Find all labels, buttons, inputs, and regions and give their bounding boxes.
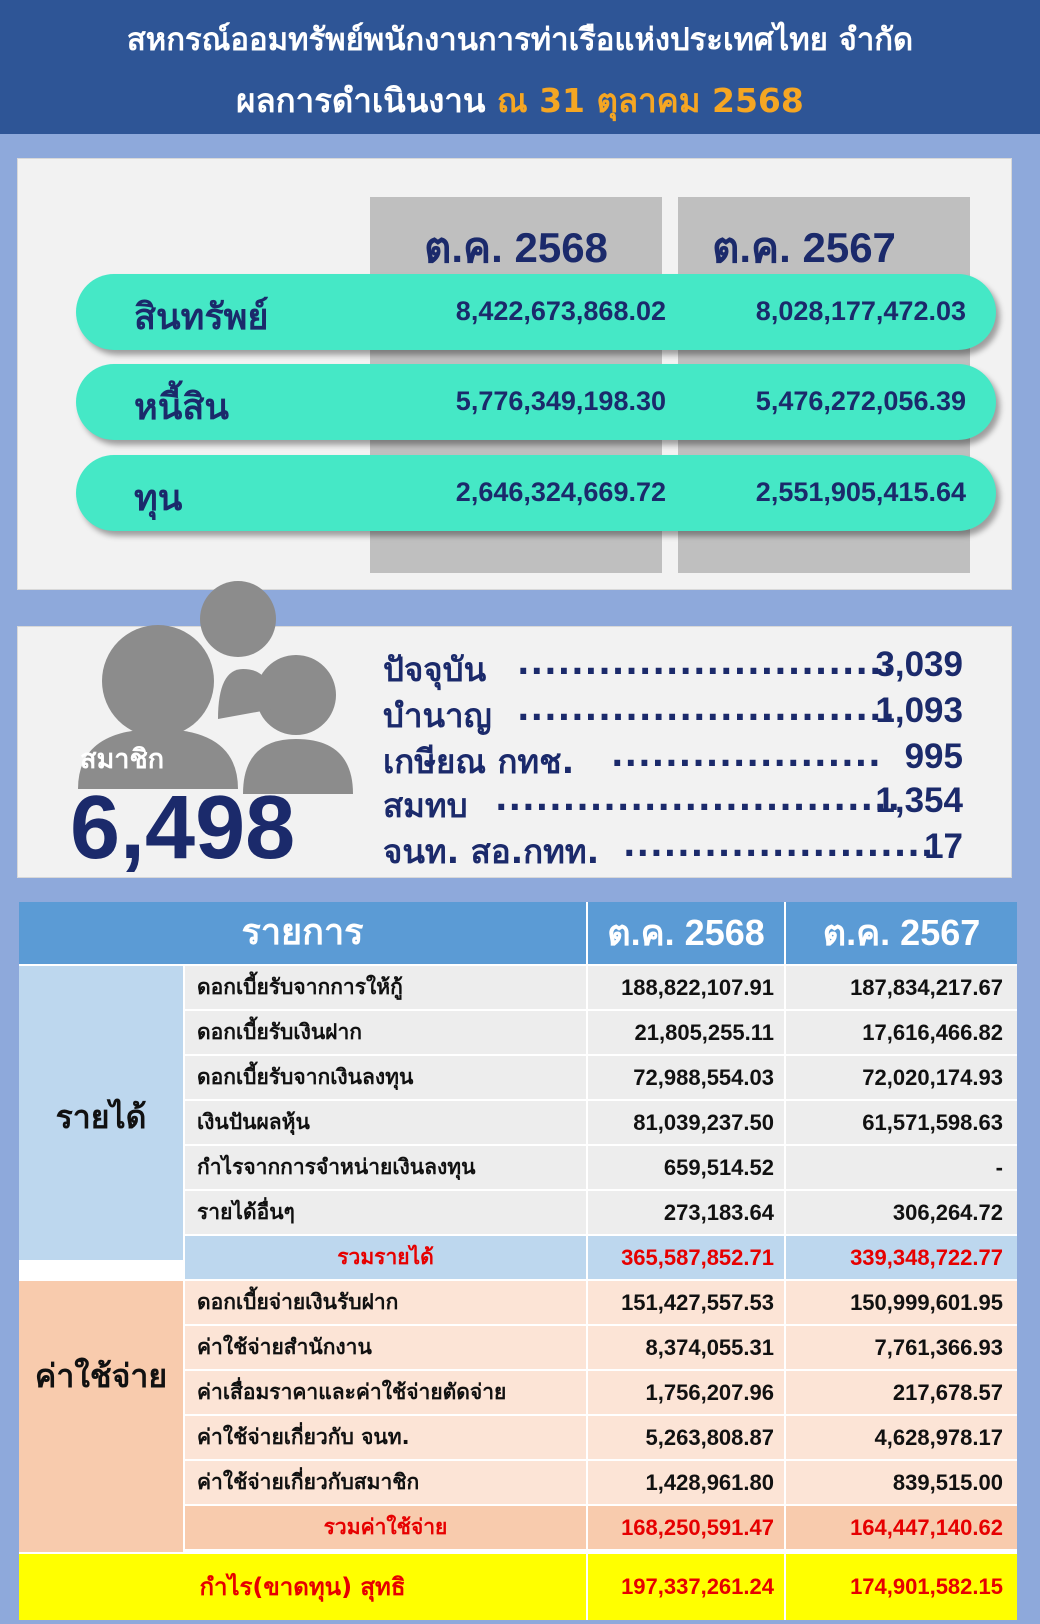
subtitle-date: ณ 31 ตุลาคม 2568	[496, 81, 804, 120]
member-type: เกษียณ กทช.	[383, 742, 575, 781]
member-type: สมทบ	[383, 786, 468, 825]
expense-category-label: ค่าใช้จ่าย	[34, 1357, 168, 1395]
row-desc: ค่าใช้จ่ายเกี่ยวกับสมาชิก	[185, 1461, 586, 1504]
leader-dots: ............................	[517, 643, 897, 682]
member-type: จนท. สอ.กทท.	[383, 832, 600, 871]
row-previous: 164,447,140.62	[786, 1506, 1017, 1549]
members-total: 6,498	[70, 778, 296, 878]
expense-category-cell	[19, 1281, 183, 1552]
summary-current-value: 5,776,349,198.30	[455, 386, 666, 416]
row-previous: 839,515.00	[786, 1461, 1017, 1504]
table-row	[185, 1461, 1017, 1504]
income-category-label: รายได้	[55, 1098, 147, 1136]
member-count: 1,093	[875, 691, 963, 730]
members-panel	[17, 626, 1012, 878]
row-desc: ค่าเสื่อมราคาและค่าใช้จ่ายตัดจ่าย	[185, 1371, 586, 1414]
row-current: 1,756,207.96	[588, 1371, 784, 1414]
row-previous: 306,264.72	[786, 1191, 1017, 1234]
member-row	[383, 779, 963, 823]
summary-current-value: 8,422,673,868.02	[455, 296, 666, 326]
table-row	[185, 1281, 1017, 1324]
member-row	[383, 689, 963, 733]
row-current: 1,428,961.80	[588, 1461, 784, 1504]
member-row	[383, 643, 963, 687]
subtitle-prefix: ผลการดำเนินงาน	[236, 81, 486, 120]
summary-label: ทุน	[134, 478, 183, 519]
summary-current-value: 2,646,324,669.72	[455, 477, 666, 507]
row-previous: -	[786, 1146, 1017, 1189]
row-desc: รวมค่าใช้จ่าย	[185, 1506, 586, 1549]
financial-summary-panel	[17, 158, 1012, 590]
row-desc: ดอกเบี้ยจ่ายเงินรับฝาก	[185, 1281, 586, 1324]
row-current: 151,427,557.53	[588, 1281, 784, 1324]
table-row	[185, 1416, 1017, 1459]
row-desc: ดอกเบี้ยรับจากการให้กู้	[185, 966, 586, 1009]
leader-dots: ..............................	[495, 779, 902, 818]
summary-previous-value: 8,028,177,472.03	[755, 296, 966, 326]
row-desc: รายได้อื่นๆ	[185, 1191, 586, 1234]
expense-total-row	[185, 1506, 1017, 1549]
income-statement-table	[19, 902, 1017, 1620]
row-previous: 150,999,601.95	[786, 1281, 1017, 1324]
row-previous: 17,616,466.82	[786, 1011, 1017, 1054]
summary-previous-value: 2,551,905,415.64	[755, 477, 966, 507]
table-row	[185, 1326, 1017, 1369]
members-label: สมาชิก	[80, 744, 165, 775]
member-count: 995	[904, 737, 963, 776]
member-count: 3,039	[875, 645, 963, 684]
table-row	[185, 966, 1017, 1009]
row-desc: กำไรจากการจำหน่ายเงินลงทุน	[185, 1146, 586, 1189]
member-type: ปัจจุบัน	[383, 650, 487, 689]
row-previous: 7,761,366.93	[786, 1326, 1017, 1369]
page-title: สหกรณ์ออมทรัพย์พนักงานการท่าเรือแห่งประเทศไทย จำกัด	[126, 22, 914, 58]
row-desc: รวมรายได้	[185, 1236, 586, 1279]
row-current: 365,587,852.71	[588, 1236, 784, 1279]
row-previous: 217,678.57	[786, 1371, 1017, 1414]
row-current: 81,039,237.50	[588, 1101, 784, 1144]
row-current: 168,250,591.47	[588, 1506, 784, 1549]
row-current: 659,514.52	[588, 1146, 784, 1189]
summary-row-equity	[76, 455, 996, 531]
net-desc: กำไร(ขาดทุน) สุทธิ	[19, 1554, 586, 1620]
header-current: ต.ค. 2568	[588, 902, 784, 964]
table-row	[185, 1011, 1017, 1054]
row-current: 72,988,554.03	[588, 1056, 784, 1099]
row-current: 188,822,107.91	[588, 966, 784, 1009]
table-row	[185, 1371, 1017, 1414]
member-type: บำนาญ	[383, 696, 492, 735]
row-current: 5,263,808.87	[588, 1416, 784, 1459]
page-header	[0, 0, 1040, 134]
row-desc: ดอกเบี้ยรับจากเงินลงทุน	[185, 1056, 586, 1099]
income-category-cell	[19, 966, 183, 1260]
table-row	[185, 1146, 1017, 1189]
row-desc: ดอกเบี้ยรับเงินฝาก	[185, 1011, 586, 1054]
row-current: 8,374,055.31	[588, 1326, 784, 1369]
summary-label: หนี้สิน	[134, 387, 229, 428]
table-row	[185, 1191, 1017, 1234]
member-row	[383, 735, 963, 779]
summary-previous-value: 5,476,272,056.39	[755, 386, 966, 416]
net-current: 197,337,261.24	[588, 1554, 784, 1620]
income-total-row	[185, 1236, 1017, 1279]
member-count: 1,354	[875, 781, 963, 820]
row-previous: 61,571,598.63	[786, 1101, 1017, 1144]
header-previous: ต.ค. 2567	[786, 902, 1017, 964]
summary-row-liabilities	[76, 364, 996, 440]
row-desc: เงินปันผลหุ้น	[185, 1101, 586, 1144]
row-previous: 339,348,722.77	[786, 1236, 1017, 1279]
header-item: รายการ	[19, 902, 586, 964]
row-current: 273,183.64	[588, 1191, 784, 1234]
net-previous: 174,901,582.15	[786, 1554, 1017, 1620]
leader-dots: ....................	[611, 735, 882, 774]
row-desc: ค่าใช้จ่ายเกี่ยวกับ จนท.	[185, 1416, 586, 1459]
net-profit-row	[19, 1554, 1017, 1620]
row-desc: ค่าใช้จ่ายสำนักงาน	[185, 1326, 586, 1369]
summary-row-assets	[76, 274, 996, 350]
leader-dots: ............................	[517, 689, 897, 728]
row-previous: 187,834,217.67	[786, 966, 1017, 1009]
member-row	[383, 825, 963, 869]
leader-dots: .......................	[623, 825, 935, 864]
row-previous: 72,020,174.93	[786, 1056, 1017, 1099]
table-row	[185, 1056, 1017, 1099]
current-year-heading: ต.ค. 2568	[424, 224, 608, 271]
previous-year-heading: ต.ค. 2567	[712, 224, 896, 271]
member-count: 17	[924, 827, 963, 866]
summary-label: สินทรัพย์	[134, 297, 269, 338]
page-subtitle	[0, 74, 1040, 127]
table-row	[185, 1101, 1017, 1144]
row-previous: 4,628,978.17	[786, 1416, 1017, 1459]
row-current: 21,805,255.11	[588, 1011, 784, 1054]
